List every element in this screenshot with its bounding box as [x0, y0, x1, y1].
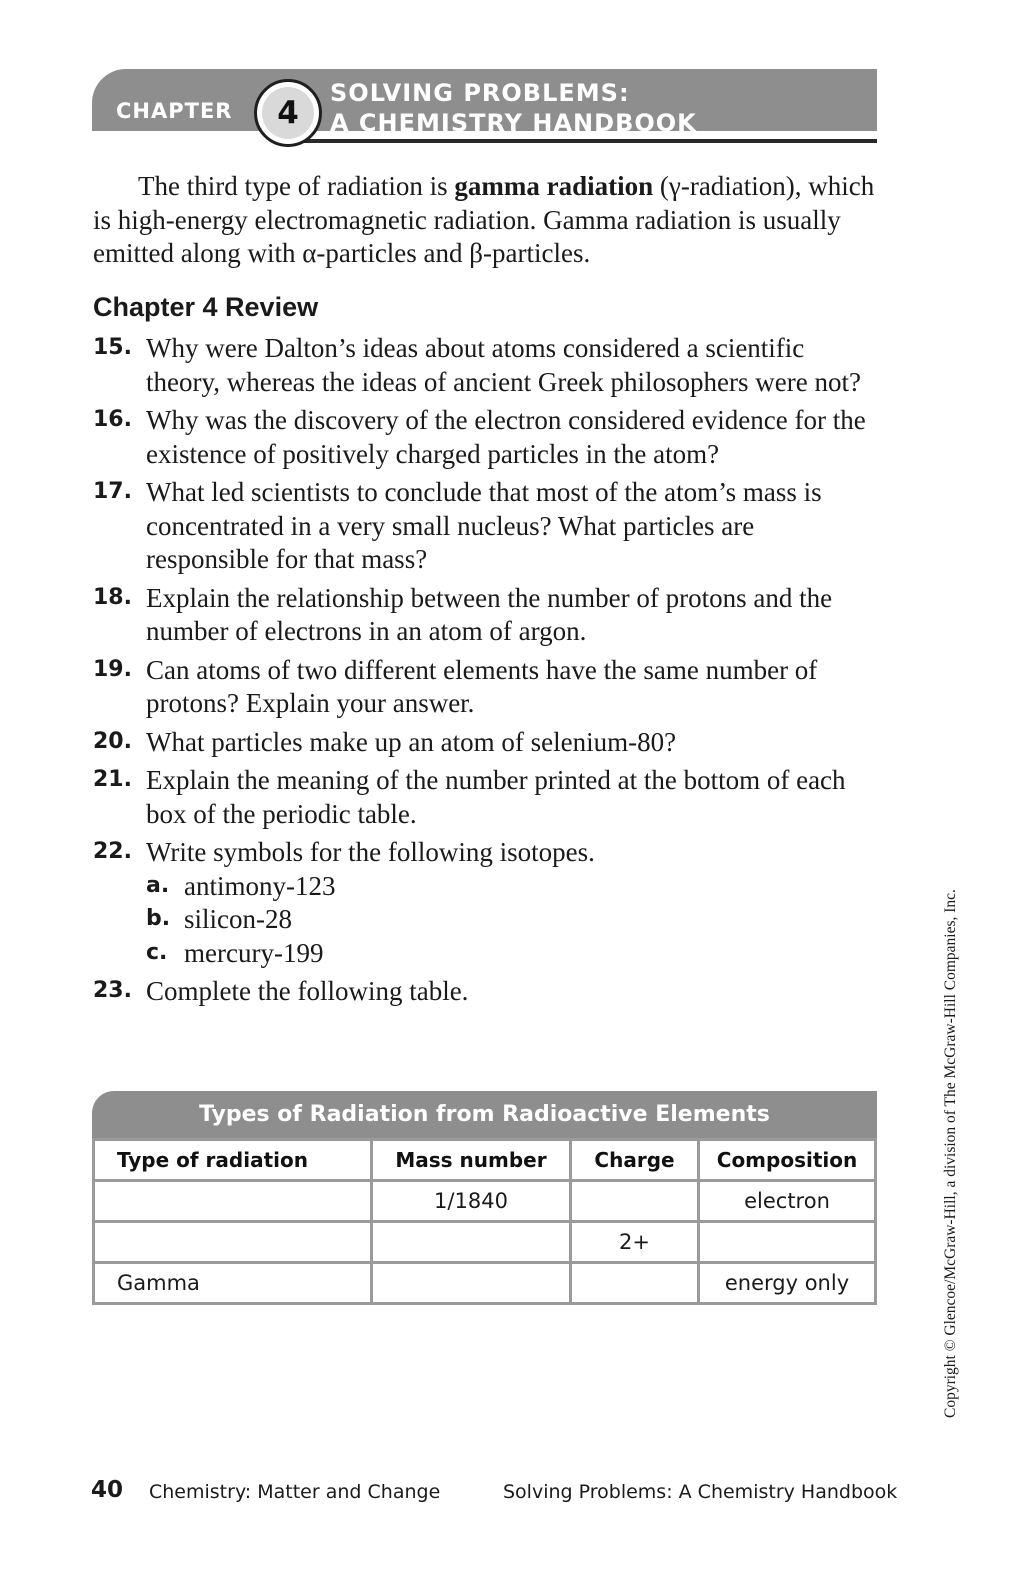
chapter-banner	[92, 69, 877, 144]
question-text: What particles make up an atom of selenium-80?	[146, 726, 677, 757]
column-header: Mass number	[372, 1140, 571, 1181]
question-number: 23.	[93, 978, 132, 1003]
table-cell[interactable]	[571, 1181, 699, 1222]
subitem-text: antimony-123	[184, 870, 336, 901]
table-cell: electron	[699, 1181, 876, 1222]
table-cell: Gamma	[94, 1263, 372, 1304]
subitem-text: silicon-28	[184, 904, 292, 934]
subitem-text: mercury-199	[184, 937, 324, 968]
subitem-letter: b.	[146, 906, 171, 931]
subitem-b	[146, 903, 883, 937]
table-cell[interactable]	[699, 1222, 876, 1263]
question-number: 19.	[93, 656, 132, 682]
intro-text-2: (γ-radiation), which is high-energy electromagnetic radiation. Gamma radiation is usually emitted along with α-particles and β-particles.	[93, 171, 875, 268]
table-row	[94, 1181, 876, 1222]
question-20	[93, 726, 883, 760]
intro-paragraph	[93, 170, 883, 271]
question-number: 17.	[93, 479, 132, 504]
chapter-label: CHAPTER	[116, 99, 233, 123]
table-cell[interactable]	[372, 1263, 571, 1304]
question-number: 16.	[93, 407, 132, 432]
footer-section-title: Solving Problems: A Chemistry Handbook	[503, 1481, 898, 1503]
column-header: Charge	[571, 1140, 699, 1181]
table-cell[interactable]	[372, 1222, 571, 1263]
question-22	[93, 836, 883, 970]
subitem-c	[146, 937, 883, 971]
column-header: Type of radiation	[94, 1140, 372, 1181]
question-text: What led scientists to conclude that most of the atom’s mass is concentrated in a very small nucleus? What particles are responsible for that mass?	[146, 477, 822, 574]
intro-bold-term: gamma radiation	[454, 171, 654, 201]
question-number: 18.	[93, 584, 132, 610]
question-text: Can atoms of two different elements have the same number of protons? Explain your answer.	[146, 654, 818, 718]
page-number: 40	[91, 1477, 124, 1503]
table-header-row	[94, 1140, 876, 1181]
question-text: Write symbols for the following isotopes.	[146, 837, 595, 867]
table-title: Types of Radiation from Radioactive Elements	[92, 1091, 877, 1138]
question-text: Why was the discovery of the electron considered evidence for the existence of positively charged particles in the atom?	[146, 405, 866, 469]
question-19	[93, 654, 883, 721]
footer-book-title: Chemistry: Matter and Change	[149, 1481, 441, 1503]
question-15	[93, 332, 883, 399]
question-18	[93, 582, 883, 649]
table-cell: 2+	[571, 1222, 699, 1263]
chapter-number-badge	[254, 79, 322, 147]
review-heading: Chapter 4 Review	[93, 292, 319, 322]
subitem-letter: c.	[146, 939, 168, 965]
chapter-title	[330, 78, 697, 138]
radiation-table	[92, 1091, 877, 1305]
question-text: Explain the relationship between the number of protons and the number of electrons in an atom of argon.	[146, 582, 833, 646]
question-text: Why were Dalton’s ideas about atoms considered a scientific theory, whereas the ideas of ancient Greek philosophers were not?	[146, 333, 861, 397]
question-17	[93, 476, 883, 577]
intro-text-1: The third type of radiation is	[138, 171, 455, 201]
question-21	[93, 764, 883, 831]
table-cell[interactable]	[94, 1222, 372, 1263]
question-16	[93, 404, 883, 471]
table-row	[94, 1263, 876, 1304]
table-cell[interactable]	[571, 1263, 699, 1304]
table-row	[94, 1222, 876, 1263]
subitem-letter: a.	[146, 872, 170, 898]
question-number: 22.	[93, 839, 132, 864]
table-grid	[92, 1138, 877, 1305]
chapter-title-line2: A CHEMISTRY HANDBOOK	[330, 109, 697, 137]
question-23	[93, 975, 883, 1009]
table-cell: 1/1840	[372, 1181, 571, 1222]
subitem-a	[146, 870, 883, 904]
banner-underline	[302, 139, 877, 143]
question-list	[93, 332, 883, 1014]
question-number: 15.	[93, 335, 132, 360]
chapter-number: 4	[277, 95, 299, 131]
chapter-title-line1: SOLVING PROBLEMS:	[330, 79, 630, 107]
question-number: 21.	[93, 767, 132, 792]
copyright-notice: Copyright © Glencoe/McGraw-Hill, a division of The McGraw-Hill Companies, Inc.	[942, 889, 959, 1418]
column-header: Composition	[699, 1140, 876, 1181]
table-cell[interactable]	[94, 1181, 372, 1222]
question-text: Complete the following table.	[146, 976, 469, 1006]
question-text: Explain the meaning of the number printed at the bottom of each box of the periodic table.	[146, 765, 846, 829]
table-cell: energy only	[699, 1263, 876, 1304]
question-number: 20.	[93, 728, 132, 754]
